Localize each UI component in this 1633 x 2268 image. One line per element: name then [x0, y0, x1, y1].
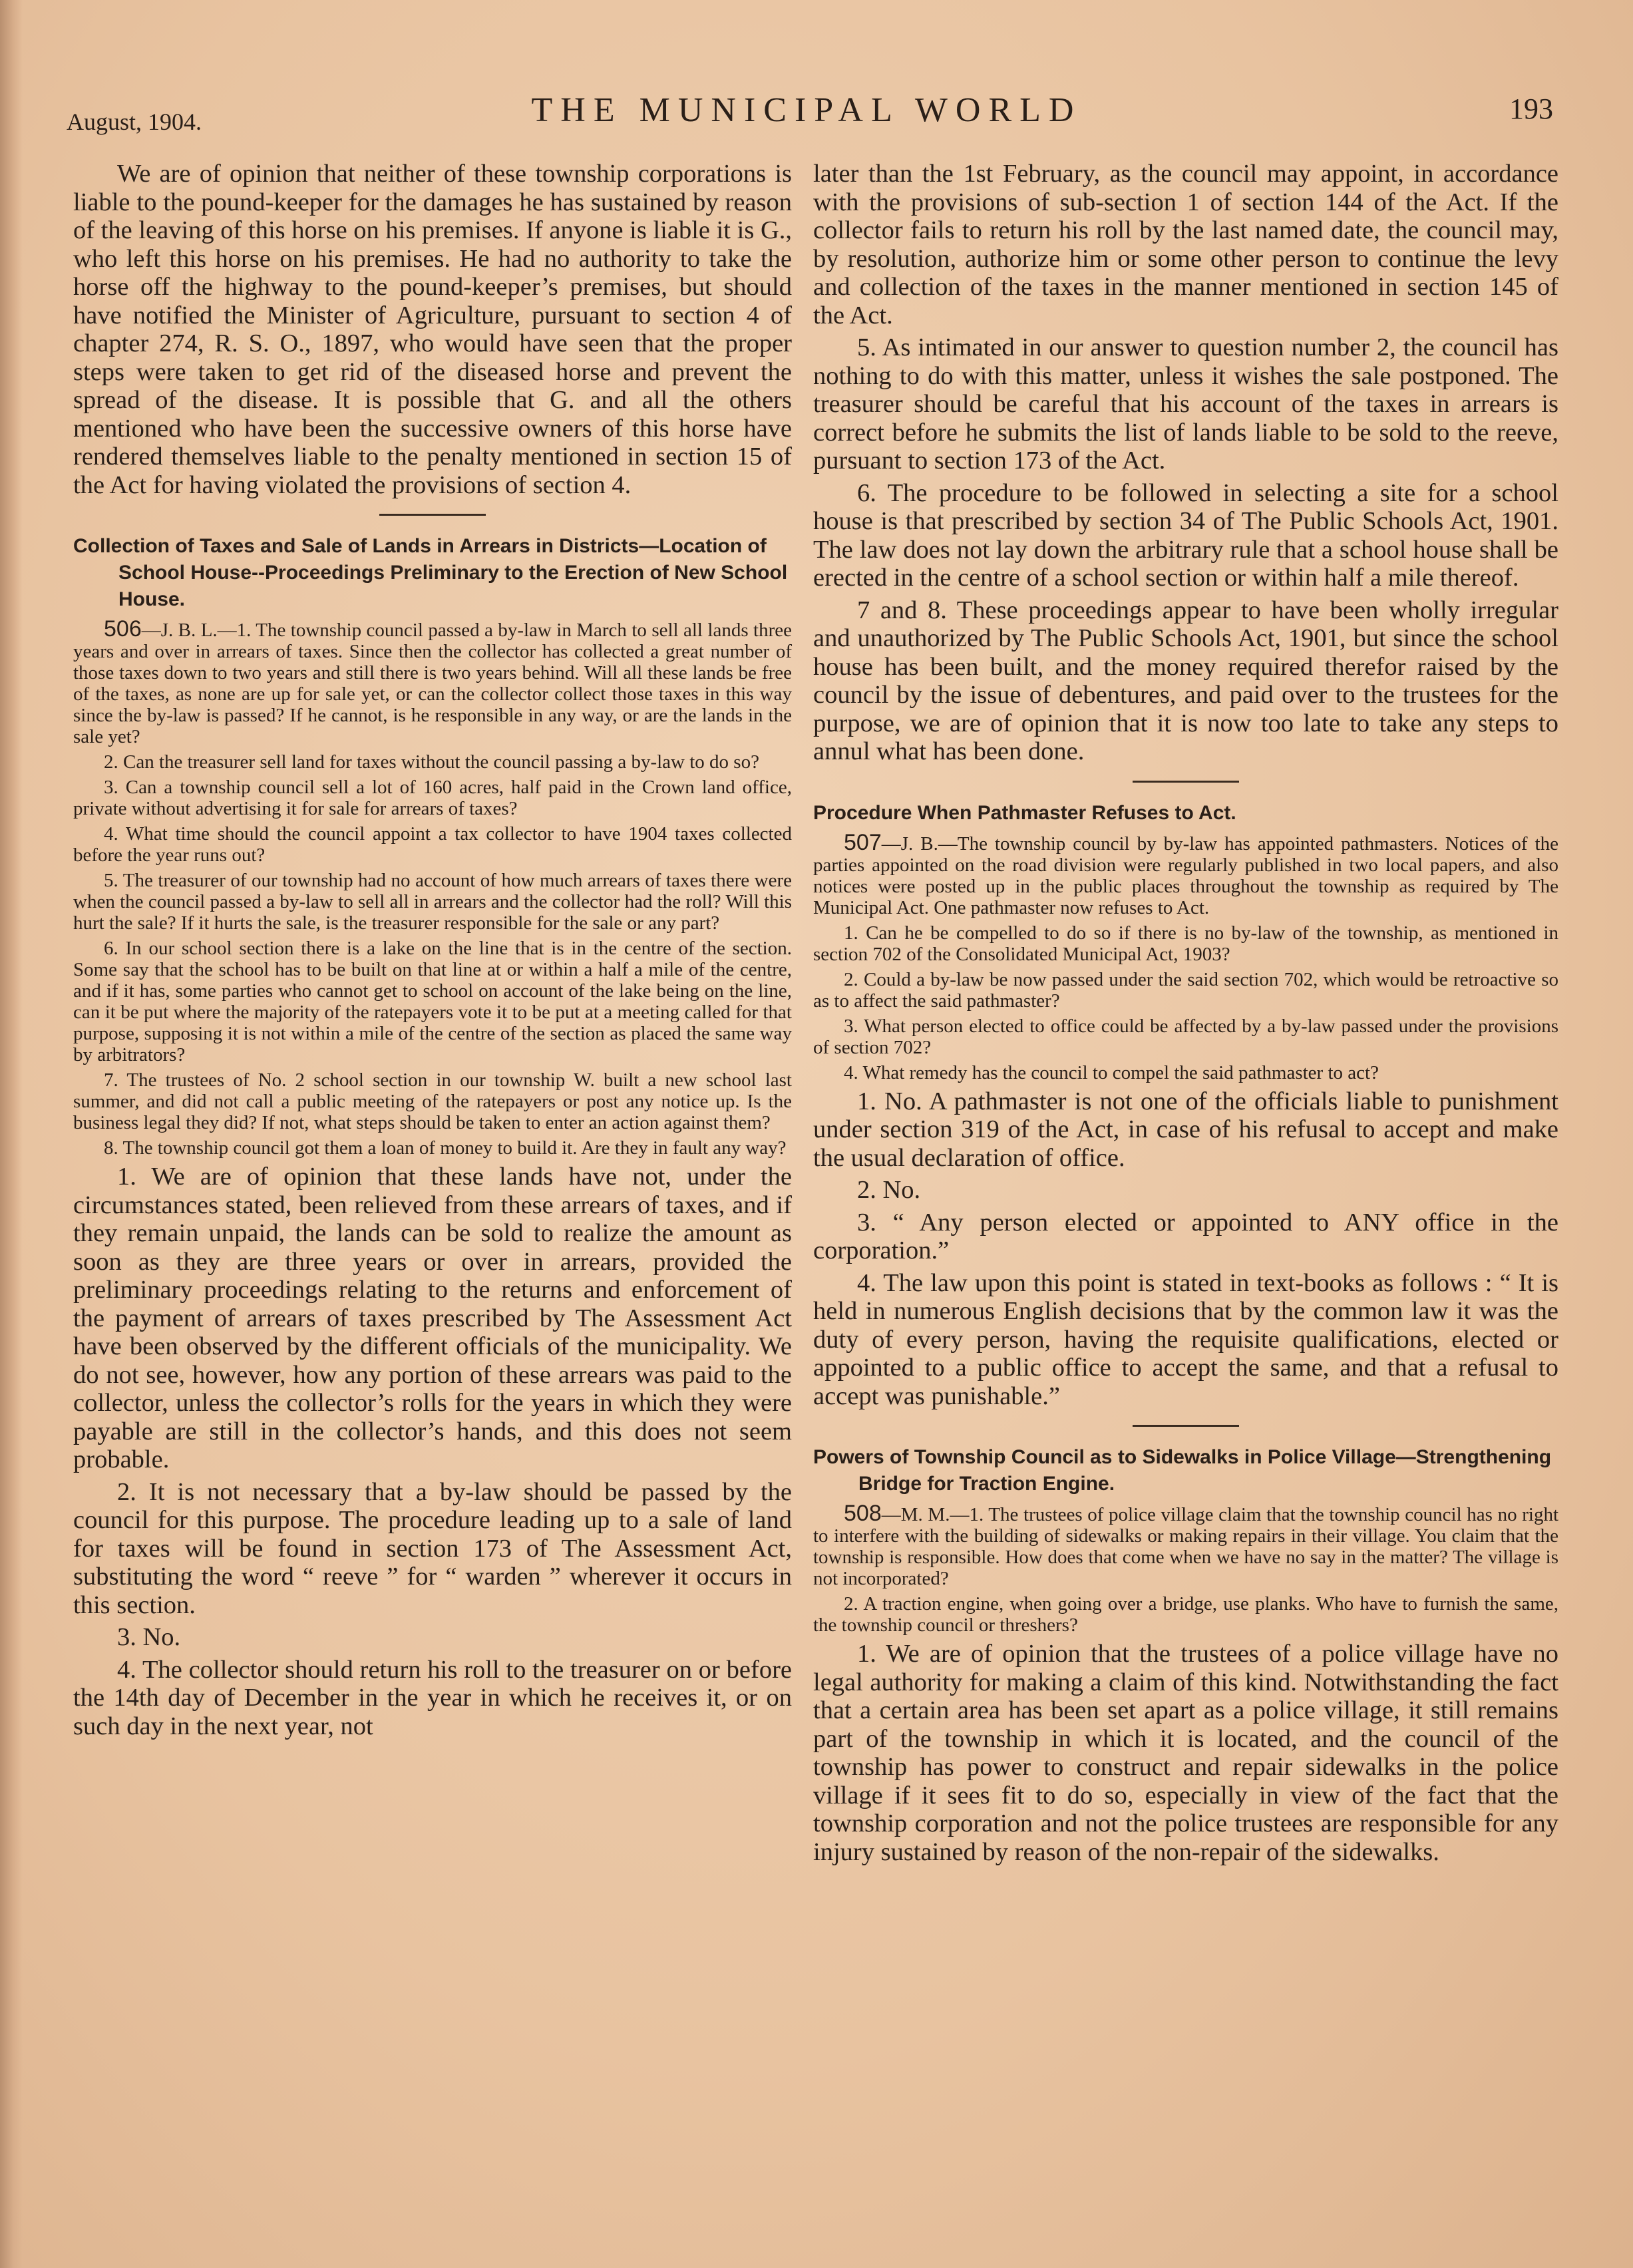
answer-paragraph: 1. No. A pathmaster is not one of the officials liable to punishment under section 319 of the Act, in case of his refusal to accept and make the usual declaration of office. [813, 1087, 1558, 1172]
answer-paragraph: 2. No. [857, 1176, 921, 1204]
question-text: —M. M.—1. The trustees of police village claim that the township council has no right to interfere with the building of sidewalks or making repairs in their village. You claim that the township is responsible. How does that come when we have no say in the matter? The village is not incorporated? [813, 1504, 1558, 1589]
right-column [813, 160, 1558, 1870]
question-paragraph: 1. Can he be compelled to do so if there is no by-law of the township, as mentioned in section 702 of the Consolidated Municipal Act, 1903? [813, 922, 1558, 965]
question-heading: Procedure When Pathmaster Refuses to Act. [813, 801, 1236, 824]
question-paragraph [73, 618, 792, 747]
answer-paragraph: 5. As intimated in our answer to question number 2, the council has nothing to do with this matter, unless it wishes the sale postponed. The treasurer should be careful that his account of the taxes in arrears is correct before he submits the list of lands liable to be sold to the reeve, pursuant to section 173 of the Act. [813, 333, 1558, 474]
question-paragraph: 6. In our school section there is a lake on the line that is in the centre of the section. Some say that the school has to be built on that line at or within a half a mile of the centre, and if it has, some parties who cannot get to school on account of the lake being on the line, can it be put where the majority of the ratepayers vote it to be put at a meeting called for that purpose, supposing it is not within a mile of the centre of the section as placed the same way by arbitrators? [73, 938, 792, 1065]
question-paragraph: 4. What remedy has the council to compel the said pathmaster to act? [844, 1061, 1379, 1083]
question-paragraph: 2. Could a by-law be now passed under the said section 702, which would be retroactive so as to affect the said pathmaster? [813, 968, 1558, 1012]
section-divider [1133, 1425, 1239, 1427]
question-paragraph: 2. Can the treasurer sell land for taxes without the council passing a by-law to do so? [104, 751, 759, 773]
section-divider [1133, 781, 1239, 783]
question-paragraph: 3. Can a township council sell a lot of 160 acres, half paid in the Crown land office, private without advertising it for sale for arrears of taxes? [73, 777, 792, 819]
answer-paragraph: 6. The procedure to be followed in selecting a site for a school house is that prescribed by section 34 of The Public Schools Act, 1901. The law does not lay down the arbitrary rule that a school house shall be erected in the centre of a school section or within half a mile thereof. [813, 478, 1558, 592]
answer-paragraph: later than the 1st February, as the council may appoint, in accordance with the provisions of sub-section 1 of section 144 of the Act. If the collector fails to return his roll by the last named date, the council may, by resolution, authorize him or some other person to continue the levy and collection of the taxes in the manner mentioned in section 145 of the Act. [813, 160, 1558, 329]
question-number: 508 [844, 1501, 882, 1526]
question-paragraph: 3. What person elected to office could be affected by a by-law passed under the provisions of section 702? [813, 1015, 1558, 1058]
answer-paragraph: 1. We are of opinion that the trustees of a police village have no legal authority for making a claim of this kind. Notwithstanding the fact that a certain area has been set apart as a police village, it still remains part of the township in which it is located, and the council of the township has power to construct and repair sidewalks in the police village if it sees fit to do so, especially in view of the fact that the township corporation and not the police trustees are responsible for any injury sustained by reason of the non-repair of the sidewalks. [813, 1640, 1558, 1866]
question-heading: Powers of Township Council as to Sidewalks in Police Village—Strengthening Bridge for Traction Engine. [813, 1446, 1552, 1495]
answer-paragraph: 7 and 8. These proceedings appear to have been wholly irregular and unauthorized by The Public Schools Act, 1901, but since the school house has been built, and the money required therefor raised by the council by the issue of debentures, and paid over to the trustees for the purpose, we are of opinion that it is now too late to take any steps to annul what has been done. [813, 596, 1558, 765]
question-heading: Collection of Taxes and Sale of Lands in Arrears in Districts—Location of School House--Proceedings Preliminary to the Erection of New School House. [73, 535, 788, 610]
answer-paragraph: 4. The law upon this point is stated in text-books as follows : “ It is held in numerous English decisions that by the common law it was the duty of every person, having the requisite qualifications, elected or appointed to a public office to accept the same, and that a refusal to accept was punishable.” [813, 1268, 1558, 1410]
question-paragraph [813, 1503, 1558, 1589]
answer-paragraph: 1. We are of opinion that these lands have not, under the circumstances stated, been relieved from these arrears of taxes, and if they remain unpaid, the lands can be sold to realize the amount as soon as they are three years or over in arrears, provided the preliminary proceedings relating to the returns and enforcement of the payment of arrears of taxes prescribed by The Assessment Act have been observed by the different officials of the municipality. We do not see, however, how any portion of these arrears was paid to the collector, unless the collector’s rolls for the years in which they were payable are still in the collector’s hands, and this does not seem probable. [73, 1163, 792, 1473]
question-paragraph: 2. A traction engine, when going over a bridge, use planks. Who have to furnish the same, the township council or threshers? [813, 1593, 1558, 1636]
page-number: 193 [1509, 93, 1553, 125]
question-paragraph: 7. The trustees of No. 2 school section in our township W. built a new school last summer, and did not call a public meeting of the ratepayers or post any notice up. Is the business legal they did? If not, what steps should be taken to enter an action against them? [73, 1069, 792, 1133]
left-column [73, 160, 792, 1744]
answer-paragraph: We are of opinion that neither of these township corporations is liable to the pound-keeper for the damages he has sustained by reason of the leaving of this horse on his premises. If anyone is liable it is G., who left this horse on his premises. He had no authority to take the horse off the highway to the pound-keeper’s premises, but should have notified the Minister of Agriculture, pursuant to section 4 of chapter 274, R. S. O., 1897, who would have seen that the proper steps were taken to get rid of the diseased horse and prevent the spread of the disease. It is possible that G. and all the others mentioned who have been the successive owners of this horse have rendered themselves liable to the penalty mentioned in section 15 of the Act for having violated the provisions of section 4. [73, 160, 792, 499]
page-edge-shadow [0, 0, 23, 2268]
section-divider [379, 514, 486, 516]
question-number: 507 [844, 829, 882, 855]
answer-paragraph: 3. No. [117, 1623, 181, 1651]
answer-paragraph: 3. “ Any person elected or appointed to ANY office in the corporation.” [813, 1208, 1558, 1264]
question-paragraph: 8. The township council got them a loan of money to build it. Are they in fault any way? [104, 1137, 787, 1159]
question-number: 506 [104, 616, 142, 642]
answer-paragraph: 4. The collector should return his roll to the treasurer on or before the 14th day of December in the year in which he receives it, or on such day in the next year, not [73, 1655, 792, 1740]
running-header [60, 85, 1553, 145]
publication-title: THE MUNICIPAL WORLD [531, 91, 1082, 129]
question-paragraph [813, 829, 1558, 918]
answer-paragraph: 2. It is not necessary that a by-law should be passed by the council for this purpose. The procedure leading up to a sale of land for taxes will be found in section 173 of The Assessment Act, substituting the word “ reeve ” for “ warden ” wherever it occurs in this section. [73, 1477, 792, 1619]
question-text: —J. B.—The township council by by-law has appointed pathmasters. Notices of the parties appointed on the road division were regularly published in two local papers, and also notices were posted up in the public places throughout the township as required by The Municipal Act. One pathmaster now refuses to Act. [813, 833, 1558, 918]
question-text: —J. B. L.—1. The township council passed a by-law in March to sell all lands three years and over in arrears of taxes. Since then the collector has collected a great number of those taxes down to two years and still there is two years behind. Will all these lands be free of the taxes, as none are up for sale yet, or can the collector collect those taxes in this way since the by-law is passed? If he cannot, is he responsible in any way, or are the lands in the sale yet? [73, 620, 792, 747]
question-paragraph: 4. What time should the council appoint a tax collector to have 1904 taxes collected before the year runs out? [73, 823, 792, 866]
question-paragraph: 5. The treasurer of our township had no account of how much arrears of taxes there were when the council passed a by-law to sell all in arrears and the collector had the roll? Will this hurt the sale? If it hurts the sale, is the treasurer responsible for the sale or any part? [73, 870, 792, 934]
issue-date: August, 1904. [67, 108, 202, 135]
